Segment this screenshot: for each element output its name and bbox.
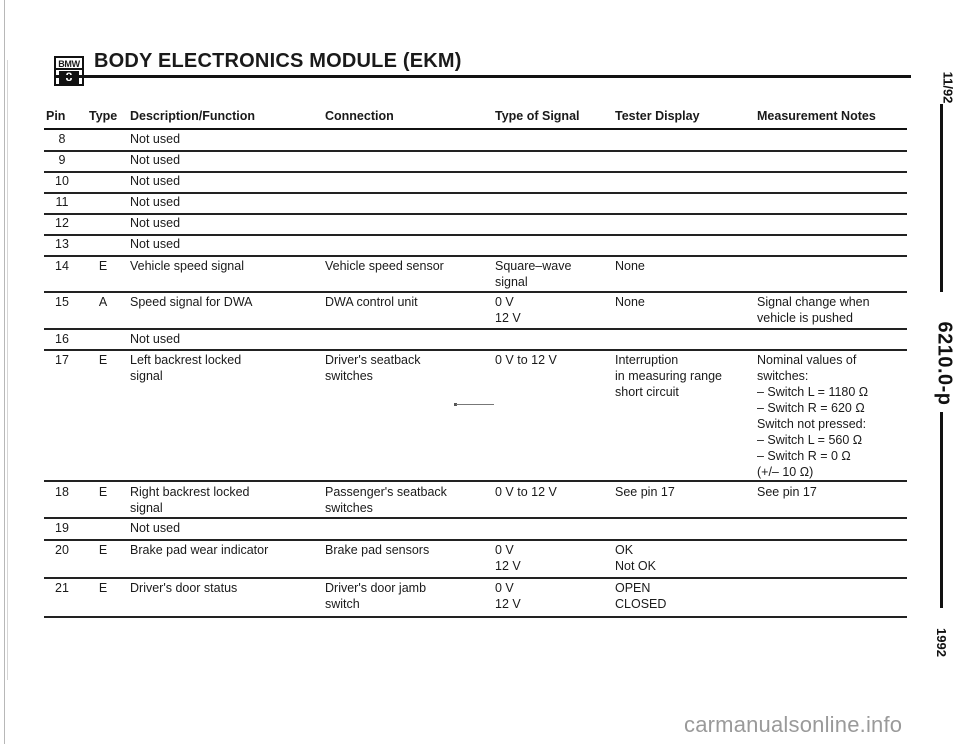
row-divider — [44, 480, 907, 482]
notes-cell: See pin 17 — [757, 485, 817, 499]
signal-cell: 12 V — [495, 311, 521, 325]
description-cell: Speed signal for DWA — [130, 295, 253, 309]
pin-number: 8 — [58, 132, 66, 146]
pin-number: 20 — [55, 543, 69, 557]
row-divider — [44, 577, 907, 579]
side-document-code: 6210.0-p — [933, 321, 956, 406]
pin-type: E — [98, 581, 108, 595]
pin-number: 16 — [55, 332, 69, 346]
tester-cell: Interruption — [615, 353, 679, 367]
signal-cell: signal — [495, 275, 528, 289]
header-rule — [44, 128, 907, 130]
notes-cell: switches: — [757, 369, 809, 383]
row-divider — [44, 291, 907, 293]
description-cell: Not used — [130, 195, 181, 209]
row-divider — [44, 517, 907, 519]
side-date: 11/92 — [940, 71, 956, 104]
row-divider — [44, 539, 907, 541]
tester-cell: OK — [615, 543, 634, 557]
tester-cell: OPEN — [615, 581, 651, 595]
pin-number: 10 — [55, 174, 69, 188]
connection-cell: Vehicle speed sensor — [325, 259, 444, 273]
description-cell: Vehicle speed signal — [130, 259, 244, 273]
connection-cell: switches — [325, 501, 373, 515]
tester-cell: None — [615, 295, 645, 309]
description-cell: Left backrest locked — [130, 353, 242, 367]
pin-type: A — [98, 295, 108, 309]
description-cell: signal — [130, 369, 163, 383]
row-divider — [44, 616, 907, 618]
signal-cell: 0 V to 12 V — [495, 485, 557, 499]
row-divider — [44, 255, 907, 257]
connection-cell: Driver's door jamb — [325, 581, 427, 595]
tester-cell: in measuring range — [615, 369, 723, 383]
pin-type: E — [98, 353, 108, 367]
tester-cell: CLOSED — [615, 597, 667, 611]
pin-type: E — [98, 259, 108, 273]
tester-cell: Not OK — [615, 559, 656, 573]
notes-cell: (+/– 10 Ω) — [757, 465, 814, 479]
pin-type: E — [98, 485, 108, 499]
header-tester: Tester Display — [615, 109, 700, 123]
pin-type: E — [98, 543, 108, 557]
description-cell: Not used — [130, 521, 181, 535]
bmw-logo — [54, 56, 84, 86]
description-cell: Not used — [130, 174, 181, 188]
connection-cell: Passenger's seatback — [325, 485, 447, 499]
pin-number: 15 — [55, 295, 69, 309]
side-line-upper — [940, 104, 943, 292]
pin-number: 11 — [55, 195, 69, 209]
page-title: BODY ELECTRONICS MODULE (EKM) — [94, 50, 462, 72]
logo-brand: BMW — [56, 58, 82, 70]
scan-margin-line — [4, 0, 5, 744]
side-line-lower — [940, 412, 943, 608]
notes-cell: vehicle is pushed — [757, 311, 853, 325]
notes-cell: – Switch L = 560 Ω — [757, 433, 863, 447]
description-cell: Not used — [130, 132, 181, 146]
pin-number: 12 — [55, 216, 69, 230]
watermark: carmanualsonline.info — [684, 712, 903, 737]
header-notes: Measurement Notes — [757, 109, 876, 123]
signal-cell: Square–wave — [495, 259, 572, 273]
description-cell: Not used — [130, 237, 181, 251]
pin-number: 13 — [55, 237, 69, 251]
description-cell: Not used — [130, 153, 181, 167]
header-description: Description/Function — [130, 109, 255, 123]
row-divider — [44, 349, 907, 351]
tester-cell: None — [615, 259, 645, 273]
row-divider — [44, 328, 907, 330]
signal-cell: 0 V — [495, 543, 514, 557]
description-cell: Not used — [130, 216, 181, 230]
pin-number: 9 — [58, 153, 66, 167]
description-cell: Driver's door status — [130, 581, 238, 595]
header-signal: Type of Signal — [495, 109, 580, 123]
pin-number: 14 — [55, 259, 69, 273]
side-year: 1992 — [933, 628, 949, 657]
signal-cell: 12 V — [495, 597, 521, 611]
connection-cell: switches — [325, 369, 373, 383]
pin-number: 17 — [55, 353, 69, 367]
tester-cell: See pin 17 — [615, 485, 675, 499]
connection-cell: switch — [325, 597, 360, 611]
description-cell: Brake pad wear indicator — [130, 543, 269, 557]
notes-cell: – Switch R = 620 Ω — [757, 401, 865, 415]
signal-cell: 0 V — [495, 295, 514, 309]
notes-cell: Switch not pressed: — [757, 417, 867, 431]
pin-number: 21 — [55, 581, 69, 595]
header-connection: Connection — [325, 109, 394, 123]
description-cell: signal — [130, 501, 163, 515]
scan-stroke — [456, 404, 494, 405]
pin-number: 18 — [55, 485, 69, 499]
description-cell: Not used — [130, 332, 181, 346]
header-type: Type — [89, 109, 118, 123]
connection-cell: DWA control unit — [325, 295, 418, 309]
description-cell: Right backrest locked — [130, 485, 250, 499]
connection-cell: Driver's seatback — [325, 353, 421, 367]
signal-cell: 0 V — [495, 581, 514, 595]
notes-cell: – Switch R = 0 Ω — [757, 449, 851, 463]
notes-cell: Nominal values of — [757, 353, 857, 367]
notes-cell: Signal change when — [757, 295, 870, 309]
tester-cell: short circuit — [615, 385, 679, 399]
connection-cell: Brake pad sensors — [325, 543, 430, 557]
scan-margin-line-faint — [7, 60, 8, 680]
pin-number: 19 — [55, 521, 69, 535]
header-pin: Pin — [46, 109, 66, 123]
signal-cell: 0 V to 12 V — [495, 353, 557, 367]
signal-cell: 12 V — [495, 559, 521, 573]
title-rule — [54, 75, 911, 78]
notes-cell: – Switch L = 1180 Ω — [757, 385, 869, 399]
